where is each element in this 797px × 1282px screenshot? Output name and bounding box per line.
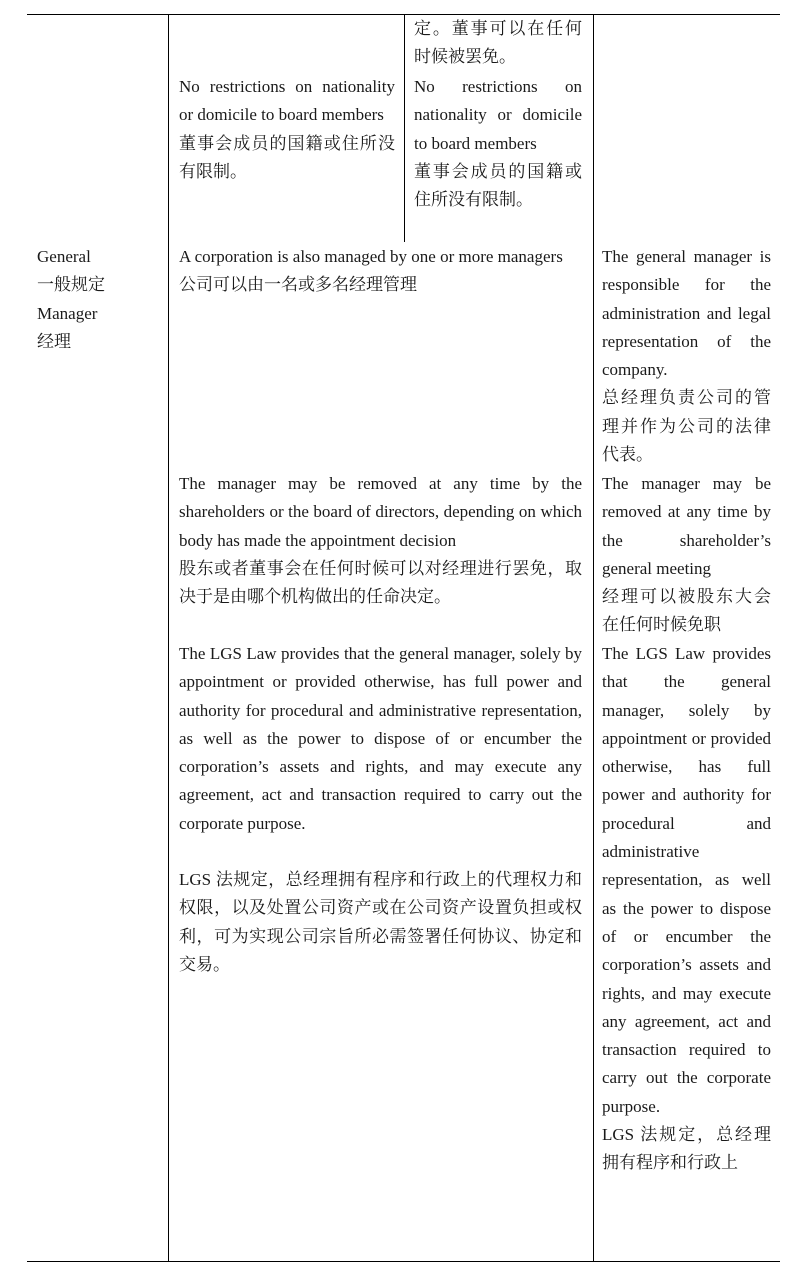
gm-right-p2-en: The manager may be removed at any time by the shareholder’s general meeting — [602, 474, 771, 578]
gm-mid-p1 — [179, 243, 582, 300]
column-divider-inner — [404, 14, 405, 242]
gm-right-p3-cn: LGS 法规定，总经理拥有程序和行政上 — [602, 1125, 771, 1173]
gm-right-p1 — [602, 243, 771, 469]
top-col3-continued — [414, 15, 582, 72]
gm-right-p2 — [602, 470, 771, 640]
column-divider-2 — [593, 14, 594, 1262]
gm-mid-p1-en: A corporation is also managed by one or more managers — [179, 247, 563, 266]
top-col2-board-cell — [179, 73, 395, 186]
gm-mid-p2-cn: 股东或者董事会在任何时候可以对经理进行罢免，取决于是由哪个机构做出的任命决定。 — [179, 558, 582, 607]
gm-mid-p1-cn: 公司可以由一名或多名经理管理 — [179, 275, 417, 295]
gm-right-p2-cn: 经理可以被股东大会在任何时候免职 — [602, 587, 771, 635]
top-col3-continued-cn: 定。董事可以在任何时候被罢免。 — [414, 19, 582, 67]
gm-mid-p3 — [179, 640, 582, 979]
column-divider-1 — [168, 14, 169, 1262]
gm-mid-p2 — [179, 470, 582, 611]
top-col2-board-cn: 董事会成员的国籍或住所没有限制。 — [179, 133, 395, 181]
gm-label-en-1: General — [37, 247, 91, 266]
top-col3-board-cn: 董事会成员的国籍或住所没有限制。 — [414, 161, 582, 210]
gm-label-en-2: Manager — [37, 303, 98, 323]
gm-right-p1-cn: 总经理负责公司的管理并作为公司的法律代表。 — [602, 388, 771, 465]
gm-label-cn-1: 一般规定 — [37, 275, 105, 295]
top-col3-board-en: No restrictions on nationality or domicile to board members — [414, 77, 582, 153]
gm-right-p3 — [602, 640, 771, 1178]
table-bottom-border — [27, 1261, 780, 1262]
gm-mid-p3-en: The LGS Law provides that the general manager, solely by appointment or provided otherwise, has full power and authority for procedural and administrative representation, as well as the power to dispose of or encumber the corporation’s assets and rights, and may execute any agreement, act and transaction required to carry out the corporate purpose. — [179, 644, 582, 833]
gm-mid-p3-cn: LGS 法规定，总经理拥有程序和行政上的代理权力和权限，以及处置公司资产或在公司资产设置负担或权利，可为实现公司宗旨所必需签署任何协议、协定和交易。 — [179, 870, 582, 974]
gm-mid-p2-en: The manager may be removed at any time by the shareholders or the board of directors, depending on which body has made the appointment decision — [179, 474, 582, 550]
top-col2-board-en: No restrictions on nationality or domicile to board members — [179, 77, 395, 125]
gm-label-cell — [37, 243, 162, 356]
gm-label-cn-2: 经理 — [37, 331, 71, 351]
gm-right-p1-en: The general manager is responsible for the administration and legal representation of the company. — [602, 247, 771, 380]
paragraph-gap — [179, 838, 582, 866]
top-col3-board-cell — [414, 73, 582, 214]
gm-right-p3-en: The LGS Law provides that the general manager, solely by appointment or provided otherwise, has full power and authority for procedural and administrative representation, as well as the power to dispose of or encumber the corporation’s assets and rights, and may execute any agreement, act and transaction required to carry out the corporate purpose. — [602, 644, 771, 1116]
